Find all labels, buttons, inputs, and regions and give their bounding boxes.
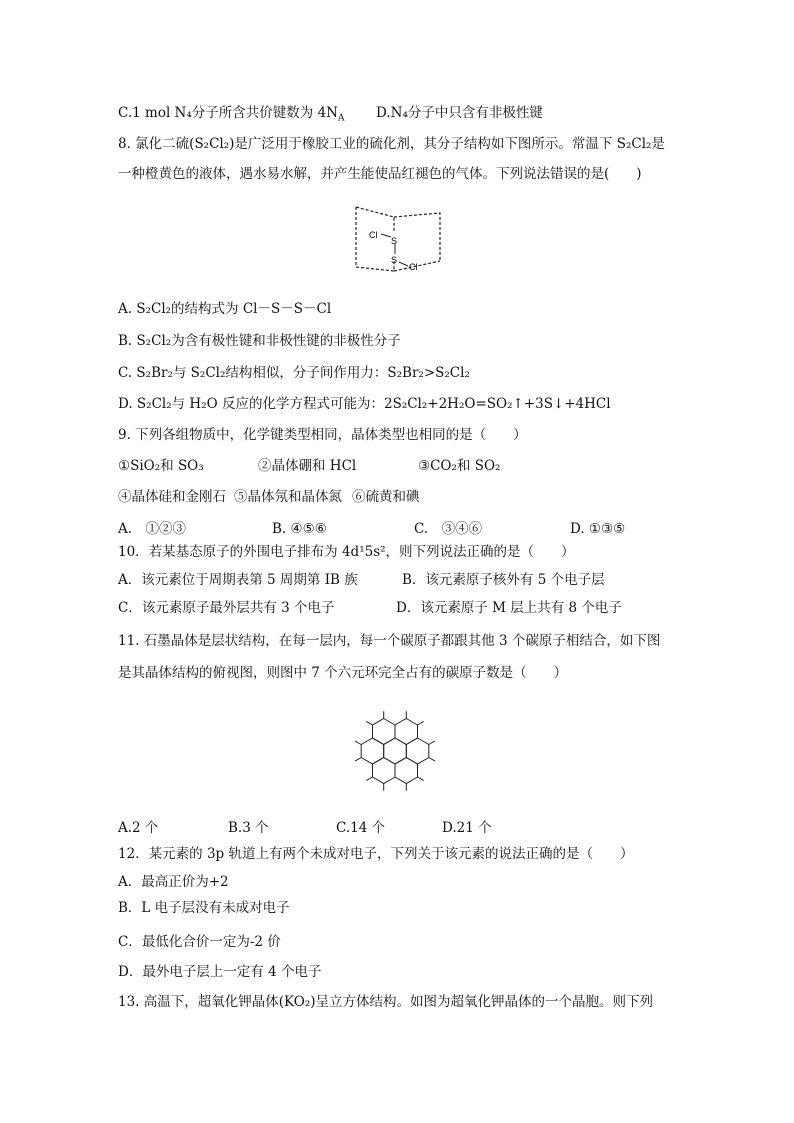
hexagon-ring [361,738,384,764]
q9-option-d: D. ①③⑤ [570,521,626,537]
q9-item-1: ①SiO₂和 SO₃ [118,458,204,474]
q9-option-b: B. ④⑤⑥ [272,521,327,537]
s2cl2-structure-figure [352,205,444,273]
q11-stem-line1: 11. 石墨晶体是层状结构，在每一层内，每一个碳原子都跟其他 3 个碳原子相结合，如下图 [118,633,661,649]
q8-option-a: A. S₂Cl₂的结构式为 Cl－S－S－Cl [118,301,332,317]
q9-item-6: ⑥硫黄和碘 [352,489,420,505]
q12-option-c: C．最低化合价一定为-2 价 [118,934,281,950]
q10-option-c: C．该元素原子最外层共有 3 个电子 [118,600,335,616]
q12-option-a: A．最高正价为+2 [118,874,229,890]
q11-option-b: B.3 个 [228,820,269,836]
q8-stem-line2: 一种橙黄色的液体，遇水易水解，并产生能使品红褪色的气体。下列说法错误的是( ) [118,166,642,182]
q11-option-d: D.21 个 [442,820,492,836]
q9-option-c: C. ③④⑥ [414,521,483,537]
q9-stem: 9. 下列各组物质中，化学键类型相同，晶体类型也相同的是（ ） [118,427,527,443]
q10-option-d: D．该元素原子 M 层上共有 8 个电子 [396,600,622,616]
dangling-bond [429,741,435,745]
q7-option-c: C.1 mol N₄分子所含共价键数为 $4N_A$ [118,105,345,124]
q8-option-d: D. S₂Cl₂与 H₂O 反应的化学方程式可能为：2S₂Cl₂+2H₂O=SO₂↑+3S↓+4HCl [118,396,611,412]
q10-option-a: A．该元素位于周期表第 5 周期第 IB 族 [118,572,358,588]
q11-option-c: C.14 个 [336,820,386,836]
dangling-bond [355,741,361,745]
q9-item-4: ④晶体硅和金刚石 [118,489,226,505]
q9-item-2: ②晶体硼和 HCl [258,458,357,474]
hexagon-ring [373,758,396,784]
q12-stem: 12．某元素的 3p 轨道上有两个未成对电子，下列关于该元素的说法正确的是（ ） [118,846,634,862]
hexagon-ring [395,719,418,745]
q8-option-c: C. S₂Br₂与 S₂Cl₂结构相似，分子间作用力：S₂Br₂>S₂Cl₂ [118,365,470,381]
q10-option-b: B．该元素原子核外有 5 个电子层 [402,572,605,588]
hexagon-ring [395,758,418,784]
hexagon-ring [373,719,396,745]
hexagon-ring [406,738,429,764]
figure-label-s2: S [391,255,398,265]
figure-label-cl2: Cl [409,262,418,272]
q12-option-d: D．最外电子层上一定有 4 个电子 [118,964,322,980]
q10-stem: 10．若某基态原子的外围电子排布为 4d¹5s²，则下列说法正确的是（ ） [118,544,575,560]
q9-item-3: ③CO₂和 SO₂ [418,458,501,474]
q13-stem: 13. 高温下，超氧化钾晶体(KO₂)呈立方体结构。如图为超氧化钾晶体的一个晶胞。则下列 [118,994,653,1010]
dangling-bond [418,721,424,725]
q7-option-d: D.N₄分子中只含有非极性键 [376,105,543,121]
figure-label-s1: S [391,236,398,246]
hexagon-ring [384,738,407,764]
q8-stem-line1: 8. 氯化二硫(S₂Cl₂)是广泛用于橡胶工业的硫化剂，其分子结构如下图所示。常温下 S₂Cl₂是 [118,136,665,152]
graphite-layer-figure [336,703,454,799]
q9-item-5: ⑤晶体氖和晶体氮 [234,489,342,505]
q11-option-a: A.2 个 [118,820,159,836]
dangling-bond [355,758,361,762]
q8-option-b: B. S₂Cl₂为含有极性键和非极性键的非极性分子 [118,333,401,349]
q9-option-a: A. ①②③ [118,521,187,537]
dangling-bond [429,758,435,762]
dangling-bond [418,777,424,781]
dangling-bond [366,777,372,781]
q12-option-b: B．L 电子层没有未成对电子 [118,900,290,916]
dangling-bond [366,721,372,725]
figure-label-cl1: Cl [369,230,378,240]
q11-stem-line2: 是其晶体结构的俯视图，则图中 7 个六元环完全占有的碳原子数是（ ） [118,665,568,681]
